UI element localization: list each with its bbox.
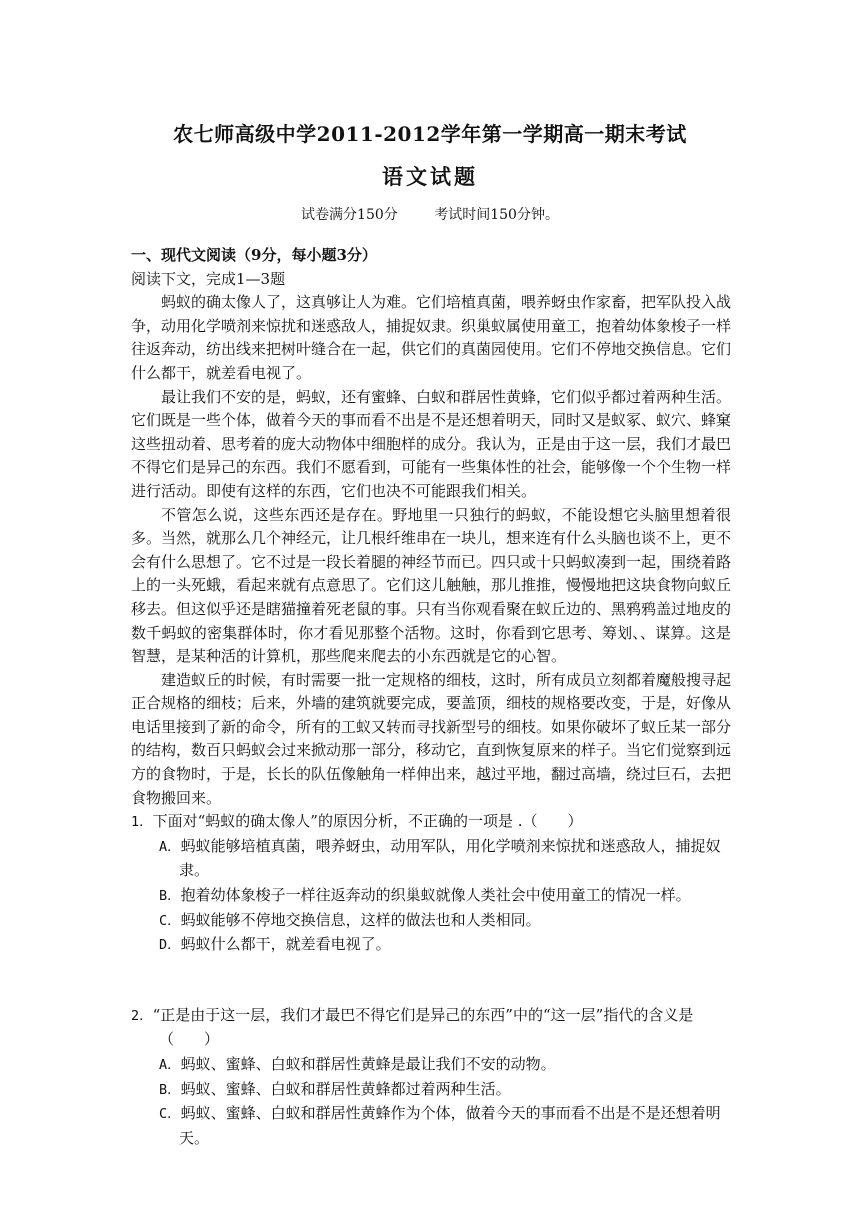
reading-instruction: 阅读下文，完成1—3题: [131, 269, 286, 288]
time-info: 考试时间150分钟。: [434, 207, 559, 223]
exam-info: [0, 204, 860, 224]
option-b: [131, 884, 731, 909]
question-2: [131, 1004, 731, 1152]
question-stem: [131, 1004, 731, 1053]
option-text: 抱着幼体象梭子一样往返奔动的织巢蚁就像人类社会中使用童工的情况一样。: [180, 886, 691, 905]
option-c: [131, 909, 731, 934]
exam-content: [131, 244, 731, 1151]
passage-paragraph: 蚂蚁的确太像人了，这真够让人为难。它们培植真菌，喂养蚜虫作家畜，把军队投入战争，动用化学喷剂来惊扰和迷惑敌人，捕捉奴隶。织巢蚁属使用童工，抱着幼体象梭子一样往返奔动，纺出线来把树叶缝合在一起，供它们的真菌园使用。它们不停地交换信息。它们什么都干，就差看电视了。: [131, 293, 732, 382]
option-label: D．: [159, 937, 181, 954]
question-number: 2．: [131, 1007, 153, 1024]
option-a: [131, 1053, 731, 1078]
exam-title: 农七师高级中学2011-2012学年第一学期高一期末考试: [173, 122, 687, 146]
question-text: “正是由于这一层，我们才最巴不得它们是异己的东西”中的“这一层”指代的含义是（ ）: [152, 1005, 694, 1049]
spacer: [131, 958, 731, 1004]
option-label: B．: [159, 888, 181, 905]
option-d: [131, 933, 731, 958]
section-title: 一、现代文阅读（9分，每小题3分）: [131, 246, 377, 264]
passage-paragraph: 不管怎么说，这些东西还是存在。野地里一只独行的蚂蚁，不能设想它头脑里想着很多。当然，就那么几个神经元，让几根纤维串在一块儿，想来连有什么头脑也谈不上，更不会有什么思想了。它不过是一段长着腿的神经节而已。四只或十只蚂蚁凑到一起，围绕着路上的一头死蛾，看起来就有点意思了。它们这儿触触，那儿推推，慢慢地把这块食物向蚁丘移去。但这似乎还是瞎猫撞着死老鼠的事。只有当你观看聚在蚁丘边的、黑鸦鸦盖过地皮的数千蚂蚁的密集群体时，你才看见那整个活物。这时，你看到它思考、筹划、、谋算。这是智慧，是某种活的计算机，那些爬来爬去的小东西就是它的心智。: [131, 505, 732, 666]
option-text: 蚂蚁、蜜蜂、白蚁和群居性黄蜂是最让我们不安的动物。: [180, 1055, 556, 1073]
passage-paragraph: 最让我们不安的是，蚂蚁，还有蜜蜂、白蚁和群居性黄蜂，它们似乎都过着两种生活。它们既是一些个体，做着今天的事而看不出是不是还想着明天，同时又是蚁冢、蚁穴、蜂窠这些扭动着、思考着的庞大动物体中细胞样的成分。我认为，正是由于这一层，我们才最巴不得它们是异己的东西。我们不愿看到，可能有一些集体性的社会，能够像一个个生物一样进行活动。即使有这样的东西，它们也决不可能跟我们相关。: [131, 387, 732, 500]
option-text: 蚂蚁、蜜蜂、白蚁和群居性黄蜂作为个体，做着今天的事而看不出是不是还想着明天。: [179, 1104, 721, 1147]
option-b: [131, 1078, 731, 1103]
option-text: 蚂蚁、蜜蜂、白蚁和群居性黄蜂都过着两种生活。: [180, 1079, 511, 1098]
question-stem: [131, 810, 731, 835]
option-label: C．: [159, 1106, 181, 1123]
passage-paragraph: 建造蚁丘的时候，有时需要一批一定规格的细枝，这时，所有成员立刻都着魔般搜寻起正合规格的细枝；后来，外墙的建筑就要完成，要盖顶，细枝的规格要改变，于是，好像从电话里接到了新的命令，所有的工蚁又转而寻找新型号的细枝。如果你破坏了蚁丘某一部分的结构，数百只蚂蚁会过来掀动那一部分，移动它，直到恢复原来的样子。当它们觉察到远方的食物时，于是，长长的队伍像触角一样伸出来，越过平地，翻过高墙，绕过巨石，去把食物搬回来。: [131, 670, 732, 807]
score-info: 试卷满分150分: [301, 207, 398, 223]
question-1: [131, 810, 731, 958]
option-text: 蚂蚁能够培植真菌，喂养蚜虫，动用军队，用化学喷剂来惊扰和迷惑敌人，捕捉奴隶。: [179, 836, 721, 880]
question-number: 1．: [131, 814, 153, 831]
option-text: 蚂蚁能够不停地交换信息，这样的做法也和人类相同。: [180, 910, 541, 929]
option-text: 蚂蚁什么都干，就差看电视了。: [180, 935, 391, 954]
option-label: A．: [159, 1057, 181, 1073]
question-text: 下面对“蚂蚁的确太像人”的原因分析，不正确的一项是 .（ ）: [152, 812, 583, 831]
option-label: A．: [159, 838, 181, 855]
option-label: C．: [159, 912, 181, 929]
option-c: [131, 1102, 731, 1151]
option-a: [131, 835, 731, 884]
exam-subtitle: 语文试题: [382, 164, 478, 189]
option-label: B．: [159, 1081, 181, 1098]
